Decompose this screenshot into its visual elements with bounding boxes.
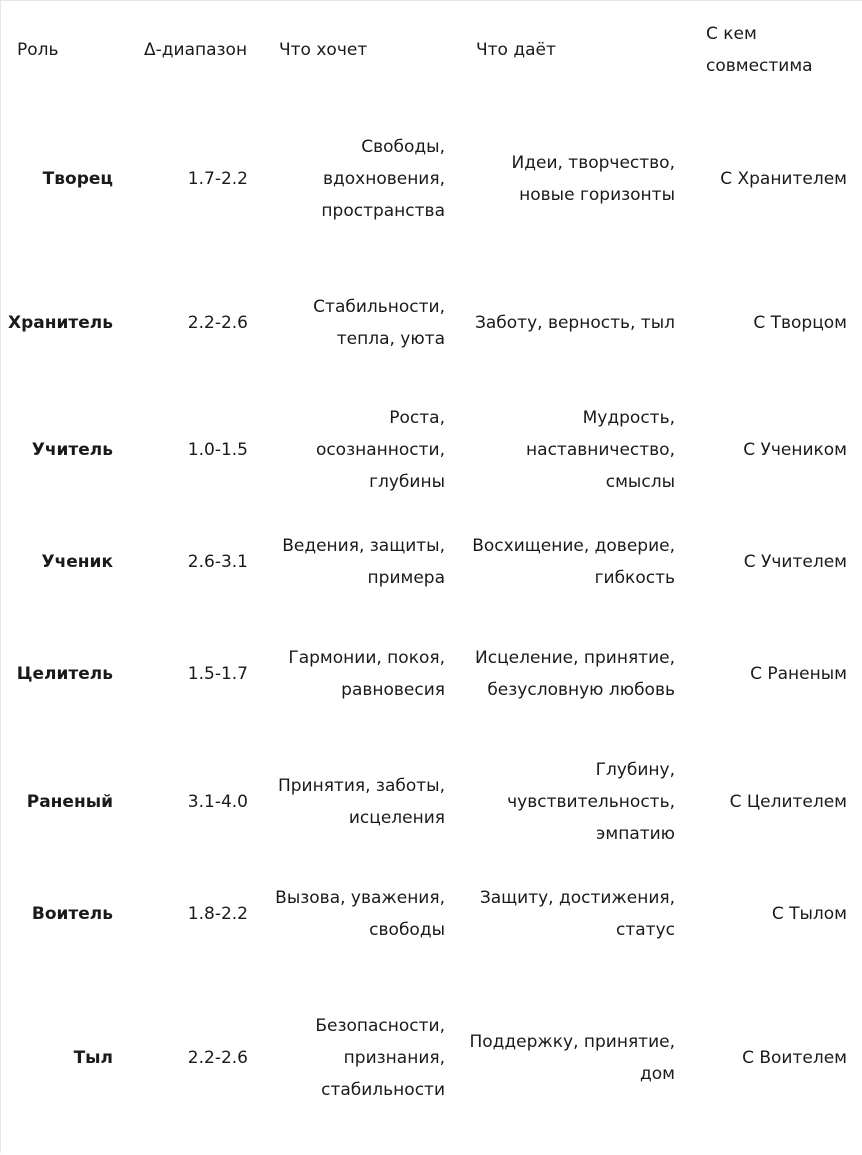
range-cell: 1.8-2.2 — [187, 904, 248, 924]
role-cell: Хранитель — [8, 313, 113, 333]
gives-cell: Восхищение, доверие, гибкость — [472, 536, 675, 588]
wants-cell: Безопасности, признания, стабильности — [315, 1016, 445, 1100]
table-row — [1, 259, 862, 387]
table-row — [1, 611, 862, 737]
table-row — [1, 737, 862, 867]
compatible-cell: С Раненым — [750, 664, 847, 684]
role-cell: Воитель — [31, 904, 113, 924]
gives-cell: Защиту, достижения, статус — [479, 888, 675, 940]
range-cell: 1.5-1.7 — [187, 664, 248, 684]
role-cell: Раненый — [26, 792, 113, 812]
role-cell: Творец — [42, 169, 113, 189]
compatible-cell: С Хранителем — [720, 169, 847, 189]
header-compatible: С кем совместима — [706, 24, 813, 76]
gives-cell: Идеи, творчество, новые горизонты — [511, 153, 675, 205]
gives-cell: Поддержку, принятие, дом — [469, 1032, 675, 1084]
gives-cell: Заботу, верность, тыл — [474, 313, 675, 333]
compatible-cell: С Учителем — [743, 552, 847, 572]
gives-cell: Мудрость, наставничество, смыслы — [526, 408, 675, 492]
compatible-cell: С Тылом — [771, 904, 847, 924]
table-row — [1, 513, 862, 611]
table-row — [1, 387, 862, 513]
compatible-cell: С Творцом — [753, 313, 847, 333]
role-cell: Учитель — [31, 440, 113, 460]
wants-cell: Роста, осознанности, глубины — [315, 408, 445, 492]
range-cell: 1.0-1.5 — [187, 440, 248, 460]
gives-cell: Глубину, чувствительность, эмпатию — [507, 760, 675, 844]
wants-cell: Стабильности, тепла, уюта — [313, 297, 445, 349]
wants-cell: Принятия, заботы, исцеления — [277, 776, 445, 828]
wants-cell: Гармонии, покоя, равновесия — [288, 648, 445, 700]
header-role: Роль — [17, 40, 59, 60]
compatible-cell: С Учеником — [743, 440, 847, 460]
range-cell: 3.1-4.0 — [187, 792, 248, 812]
range-cell: 2.2-2.6 — [187, 313, 248, 333]
compatible-cell: С Воителем — [742, 1048, 847, 1068]
range-cell: 2.6-3.1 — [187, 552, 248, 572]
role-cell: Ученик — [41, 552, 113, 572]
role-cell: Тыл — [73, 1048, 113, 1068]
wants-cell: Ведения, защиты, примера — [282, 536, 445, 588]
wants-cell: Вызова, уважения, свободы — [275, 888, 445, 940]
gives-cell: Исцеление, принятие, безусловную любовь — [475, 648, 675, 700]
header-range: Δ-диапазон — [144, 40, 248, 60]
role-cell: Целитель — [16, 664, 113, 684]
table-row — [1, 867, 862, 961]
table-row — [1, 961, 862, 1155]
range-cell: 2.2-2.6 — [187, 1048, 248, 1068]
wants-cell: Свободы, вдохновения, пространства — [321, 137, 445, 221]
header-gives: Что даёт — [476, 40, 556, 60]
table-row — [1, 99, 862, 259]
range-cell: 1.7-2.2 — [187, 169, 248, 189]
header-wants: Что хочет — [279, 40, 368, 60]
compatible-cell: С Целителем — [729, 792, 847, 812]
